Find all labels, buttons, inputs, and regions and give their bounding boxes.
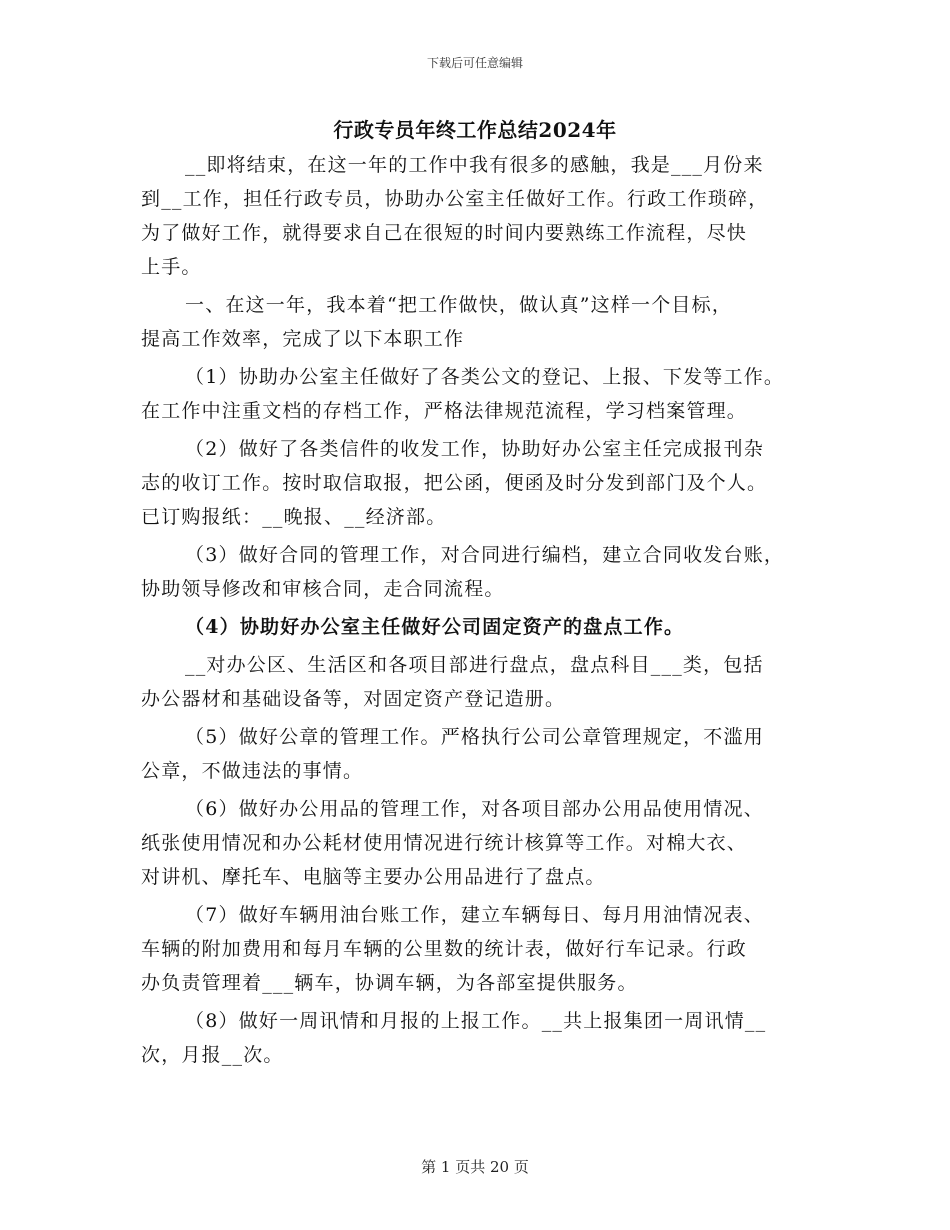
item-4-heading: （4）协助好办公室主任做好公司固定资产的盘点工作。 (185, 616, 685, 638)
item-5-line: （5）做好公章的管理工作。严格执行公司公章管理规定，不滥用 (185, 726, 764, 748)
item-7-line: （7）做好车辆用油台账工作，建立车辆每日、每月用油情况表、 (185, 904, 764, 926)
paragraph-line: 办负责管理着___辆车，协调车辆，为各部室提供服务。 (141, 972, 638, 994)
page-header: 下载后可任意编辑 (426, 56, 523, 70)
item-2-line: （2）做好了各类信件的收发工作，协助好办公室主任完成报刊杂 (185, 438, 764, 460)
item-3-line: （3）做好合同的管理工作，对合同进行编档，建立合同收发台账， (185, 544, 785, 566)
section-heading-line: 一、在这一年，我本着“把工作做快，做认真”这样一个目标， (185, 294, 733, 316)
paragraph-line: 到__工作，担任行政专员，协助办公室主任做好工作。行政工作琐碎， (141, 188, 769, 210)
item-1-line: （1）协助办公室主任做好了各类公文的登记、上报、下发等工作。 (185, 366, 785, 388)
paragraph-line: 纸张使用情况和办公耗材使用情况进行统计核算等工作。对棉大衣、 (141, 832, 748, 854)
paragraph-line: 志的收订工作。按时取信取报，把公函，便函及时分发到部门及个人。 (141, 472, 768, 494)
paragraph-line: 为了做好工作，就得要求自己在很短的时间内要熟练工作流程，尽快 (141, 222, 748, 244)
paragraph-line: 已订购报纸：__晚报、__经济部。 (141, 506, 447, 528)
paragraph-line: 车辆的附加费用和每月车辆的公里数的统计表，做好行车记录。行政 (141, 938, 748, 960)
paragraph-line: 次，月报__次。 (141, 1044, 284, 1066)
document-body (141, 148, 816, 1072)
paragraph-line: 对讲机、摩托车、电脑等主要办公用品进行了盘点。 (141, 866, 606, 888)
paragraph-line: 办公器材和基础设备等，对固定资产登记造册。 (141, 688, 566, 710)
document-title: 行政专员年终工作总结2024年 (333, 118, 617, 142)
item-8-line: （8）做好一周讯情和月报的上报工作。__共上报集团一周讯情__ (185, 1010, 767, 1032)
page-footer: 第 1 页共 20 页 (421, 1158, 529, 1176)
item-6-line: （6）做好办公用品的管理工作，对各项目部办公用品使用情况、 (185, 798, 764, 820)
paragraph-line: 提高工作效率，完成了以下本职工作 (141, 328, 465, 350)
paragraph-line: 在工作中注重文档的存档工作，严格法律规范流程，学习档案管理。 (141, 400, 748, 422)
paragraph-line: __对办公区、生活区和各项目部进行盘点，盘点科目___类，包括 (185, 654, 764, 676)
paragraph-line: 公章，不做违法的事情。 (141, 760, 364, 782)
paragraph-line: 协助领导修改和审核合同，走合同流程。 (141, 578, 505, 600)
paragraph-line: __即将结束，在这一年的工作中我有很多的感触，我是___月份来 (185, 154, 764, 176)
paragraph-line: 上手。 (141, 256, 202, 278)
